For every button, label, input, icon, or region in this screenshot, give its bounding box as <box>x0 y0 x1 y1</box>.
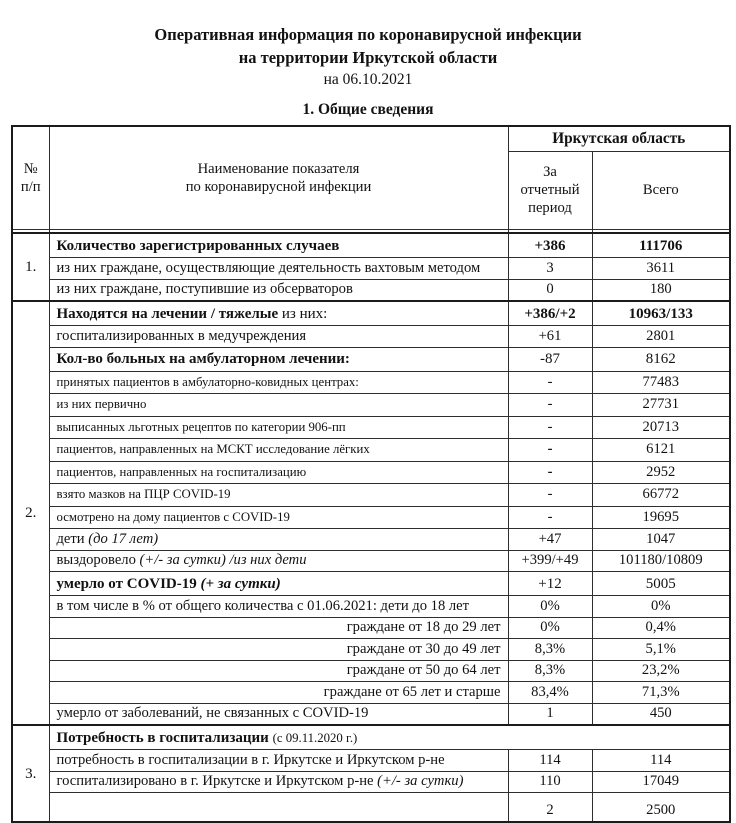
table-row <box>12 550 730 572</box>
indicator-label <box>49 258 508 280</box>
indicator-label <box>49 301 508 326</box>
indicator-label <box>49 439 508 462</box>
row-group-number: 3. <box>12 725 49 822</box>
total-value: 2500 <box>592 793 730 823</box>
table-row <box>12 461 730 484</box>
period-value: +61 <box>508 326 592 348</box>
table-row <box>12 771 730 793</box>
document-header <box>0 0 736 120</box>
document-title-line1: Оперативная информация по коронавирусной инфекции <box>154 25 582 44</box>
period-value: 2 <box>508 793 592 823</box>
indicator-text: граждане от 65 лет и старше <box>323 683 501 700</box>
period-value: - <box>508 506 592 529</box>
period-value: - <box>508 416 592 439</box>
indicator-text: Количество зарегистрированных случаев <box>56 237 340 254</box>
indicator-label <box>49 771 508 793</box>
total-value: 71,3% <box>592 682 730 704</box>
indicator-text: пациентов, направленных на МСКТ исследование лёгких <box>56 442 370 456</box>
section-heading: 1. Общие сведения <box>302 101 434 118</box>
period-value: 8,3% <box>508 639 592 661</box>
total-value: 3611 <box>592 258 730 280</box>
indicator-label <box>49 461 508 484</box>
total-value: 180 <box>592 279 730 301</box>
indicator-text: (с 09.11.2020 г.) <box>272 730 358 745</box>
period-value: 0 <box>508 279 592 301</box>
indicator-text: из них граждане, поступившие из обсерваторов <box>56 281 353 297</box>
indicator-text: госпитализировано в г. Иркутске и Иркутском р-не <box>56 773 378 789</box>
row-group-number: 2. <box>12 301 49 725</box>
period-value: 83,4% <box>508 682 592 704</box>
indicator-label <box>49 703 508 725</box>
indicator-label <box>49 639 508 661</box>
column-header-total: Всего <box>592 151 730 229</box>
total-value: 0,4% <box>592 617 730 639</box>
indicator-label <box>49 750 508 772</box>
total-value: 23,2% <box>592 660 730 682</box>
total-value: 17049 <box>592 771 730 793</box>
table-header <box>12 126 730 229</box>
total-value: 8162 <box>592 347 730 371</box>
indicator-label <box>49 233 508 258</box>
indicator-label <box>49 416 508 439</box>
total-value: 450 <box>592 703 730 725</box>
column-header-number: № п/п <box>12 126 49 229</box>
table-row <box>12 660 730 682</box>
indicator-text: потребность в госпитализации в г. Иркутске и Иркутском р-не <box>56 751 445 768</box>
indicator-label <box>49 394 508 417</box>
general-info-table <box>11 125 731 823</box>
indicator-text: Потребность в госпитализации <box>56 729 273 746</box>
total-value: 1047 <box>592 529 730 551</box>
indicator-label <box>49 660 508 682</box>
indicator-label <box>49 596 508 618</box>
table-row <box>12 703 730 725</box>
period-value: +12 <box>508 572 592 596</box>
indicator-text: выздоровело <box>56 552 140 568</box>
total-value: 77483 <box>592 371 730 394</box>
indicator-text: пациентов, направленных на госпитализацию <box>56 464 307 479</box>
table-row <box>12 301 730 326</box>
total-value: 6121 <box>592 439 730 462</box>
document-date: на 06.10.2021 <box>323 71 413 88</box>
indicator-text: из них: <box>281 305 328 322</box>
period-value: 8,3% <box>508 660 592 682</box>
table-row <box>12 233 730 258</box>
period-value: 1 <box>508 703 592 725</box>
table-row <box>12 326 730 348</box>
indicator-text: дети <box>56 530 89 547</box>
indicator-text: (+/- за сутки) /из них дети <box>139 552 307 568</box>
total-value: 10963/133 <box>592 301 730 326</box>
indicator-text: умерло от заболеваний, не связанных с COVID-19 <box>56 705 369 721</box>
period-value: +386 <box>508 233 592 258</box>
indicator-text: принятых пациентов в амбулаторно-ковидных центрах: <box>56 374 359 389</box>
indicator-text: граждане от 18 до 29 лет <box>346 619 501 635</box>
indicator-text: Кол-во больных на амбулаторном лечении: <box>56 351 350 367</box>
table-row <box>12 416 730 439</box>
period-value: - <box>508 394 592 417</box>
indicator-label <box>49 617 508 639</box>
period-value: 0% <box>508 596 592 618</box>
indicator-text: (до 17 лет) <box>88 530 159 547</box>
total-value: 27731 <box>592 394 730 417</box>
table-row <box>12 371 730 394</box>
indicator-text: госпитализированных в медучреждения <box>56 327 307 344</box>
total-value: 19695 <box>592 506 730 529</box>
table-row <box>12 258 730 280</box>
table-row <box>12 596 730 618</box>
period-value: +47 <box>508 529 592 551</box>
period-value: 0% <box>508 617 592 639</box>
period-value: -87 <box>508 347 592 371</box>
table-row <box>12 750 730 772</box>
indicator-label <box>49 371 508 394</box>
indicator-label <box>49 793 508 823</box>
indicator-label <box>49 682 508 704</box>
total-value: 20713 <box>592 416 730 439</box>
column-header-region: Иркутская область <box>508 126 730 151</box>
column-header-period: За отчетный период <box>508 151 592 229</box>
indicator-label <box>49 572 508 596</box>
period-value: 114 <box>508 750 592 772</box>
indicator-text: (+/- за сутки) <box>377 773 464 789</box>
indicator-label <box>49 529 508 551</box>
indicator-label <box>49 725 730 750</box>
indicator-label <box>49 326 508 348</box>
column-header-indicator: Наименование показателя по коронавирусной инфекции <box>49 126 508 229</box>
indicator-label <box>49 506 508 529</box>
table-row <box>12 639 730 661</box>
indicator-text: из них первично <box>56 397 147 411</box>
table-row <box>12 793 730 823</box>
period-value: - <box>508 484 592 507</box>
indicator-label <box>49 484 508 507</box>
table-row <box>12 725 730 750</box>
table-row <box>12 682 730 704</box>
indicator-text: взято мазков на ПЦР COVID-19 <box>56 487 231 501</box>
indicator-text: граждане от 30 до 49 лет <box>346 640 501 657</box>
table-row <box>12 572 730 596</box>
period-value: - <box>508 371 592 394</box>
indicator-text: Находятся на лечении / тяжелые <box>56 305 282 322</box>
indicator-text: (+ за сутки) <box>200 575 281 592</box>
total-value: 2952 <box>592 461 730 484</box>
total-value: 5,1% <box>592 639 730 661</box>
table-row <box>12 279 730 301</box>
indicator-text: граждане от 50 до 64 лет <box>346 662 501 678</box>
indicator-label <box>49 279 508 301</box>
indicator-label <box>49 550 508 572</box>
indicator-text: выписанных льготных рецептов по категории 906-пп <box>56 419 346 434</box>
indicator-text: из них граждане, осуществляющие деятельность вахтовым методом <box>56 259 481 276</box>
period-value: 3 <box>508 258 592 280</box>
table-row <box>12 506 730 529</box>
indicator-label <box>49 347 508 371</box>
table-row <box>12 617 730 639</box>
total-value: 111706 <box>592 233 730 258</box>
period-value: - <box>508 461 592 484</box>
table-row <box>12 394 730 417</box>
indicator-text: умерло от COVID-19 <box>56 575 201 592</box>
document-title-line2: на территории Иркутской области <box>238 48 498 67</box>
period-value: +399/+49 <box>508 550 592 572</box>
total-value: 114 <box>592 750 730 772</box>
period-value: +386/+2 <box>508 301 592 326</box>
table-row <box>12 439 730 462</box>
total-value: 0% <box>592 596 730 618</box>
total-value: 66772 <box>592 484 730 507</box>
period-value: - <box>508 439 592 462</box>
total-value: 101180/10809 <box>592 550 730 572</box>
total-value: 2801 <box>592 326 730 348</box>
table-row <box>12 529 730 551</box>
total-value: 5005 <box>592 572 730 596</box>
row-group-number: 1. <box>12 233 49 301</box>
period-value: 110 <box>508 771 592 793</box>
table-body <box>12 233 730 822</box>
indicator-text: в том числе в % от общего количества с 01.06.2021: дети до 18 лет <box>56 597 470 614</box>
table-row <box>12 347 730 371</box>
indicator-text: осмотрено на дому пациентов с COVID-19 <box>56 509 290 524</box>
table-row <box>12 484 730 507</box>
